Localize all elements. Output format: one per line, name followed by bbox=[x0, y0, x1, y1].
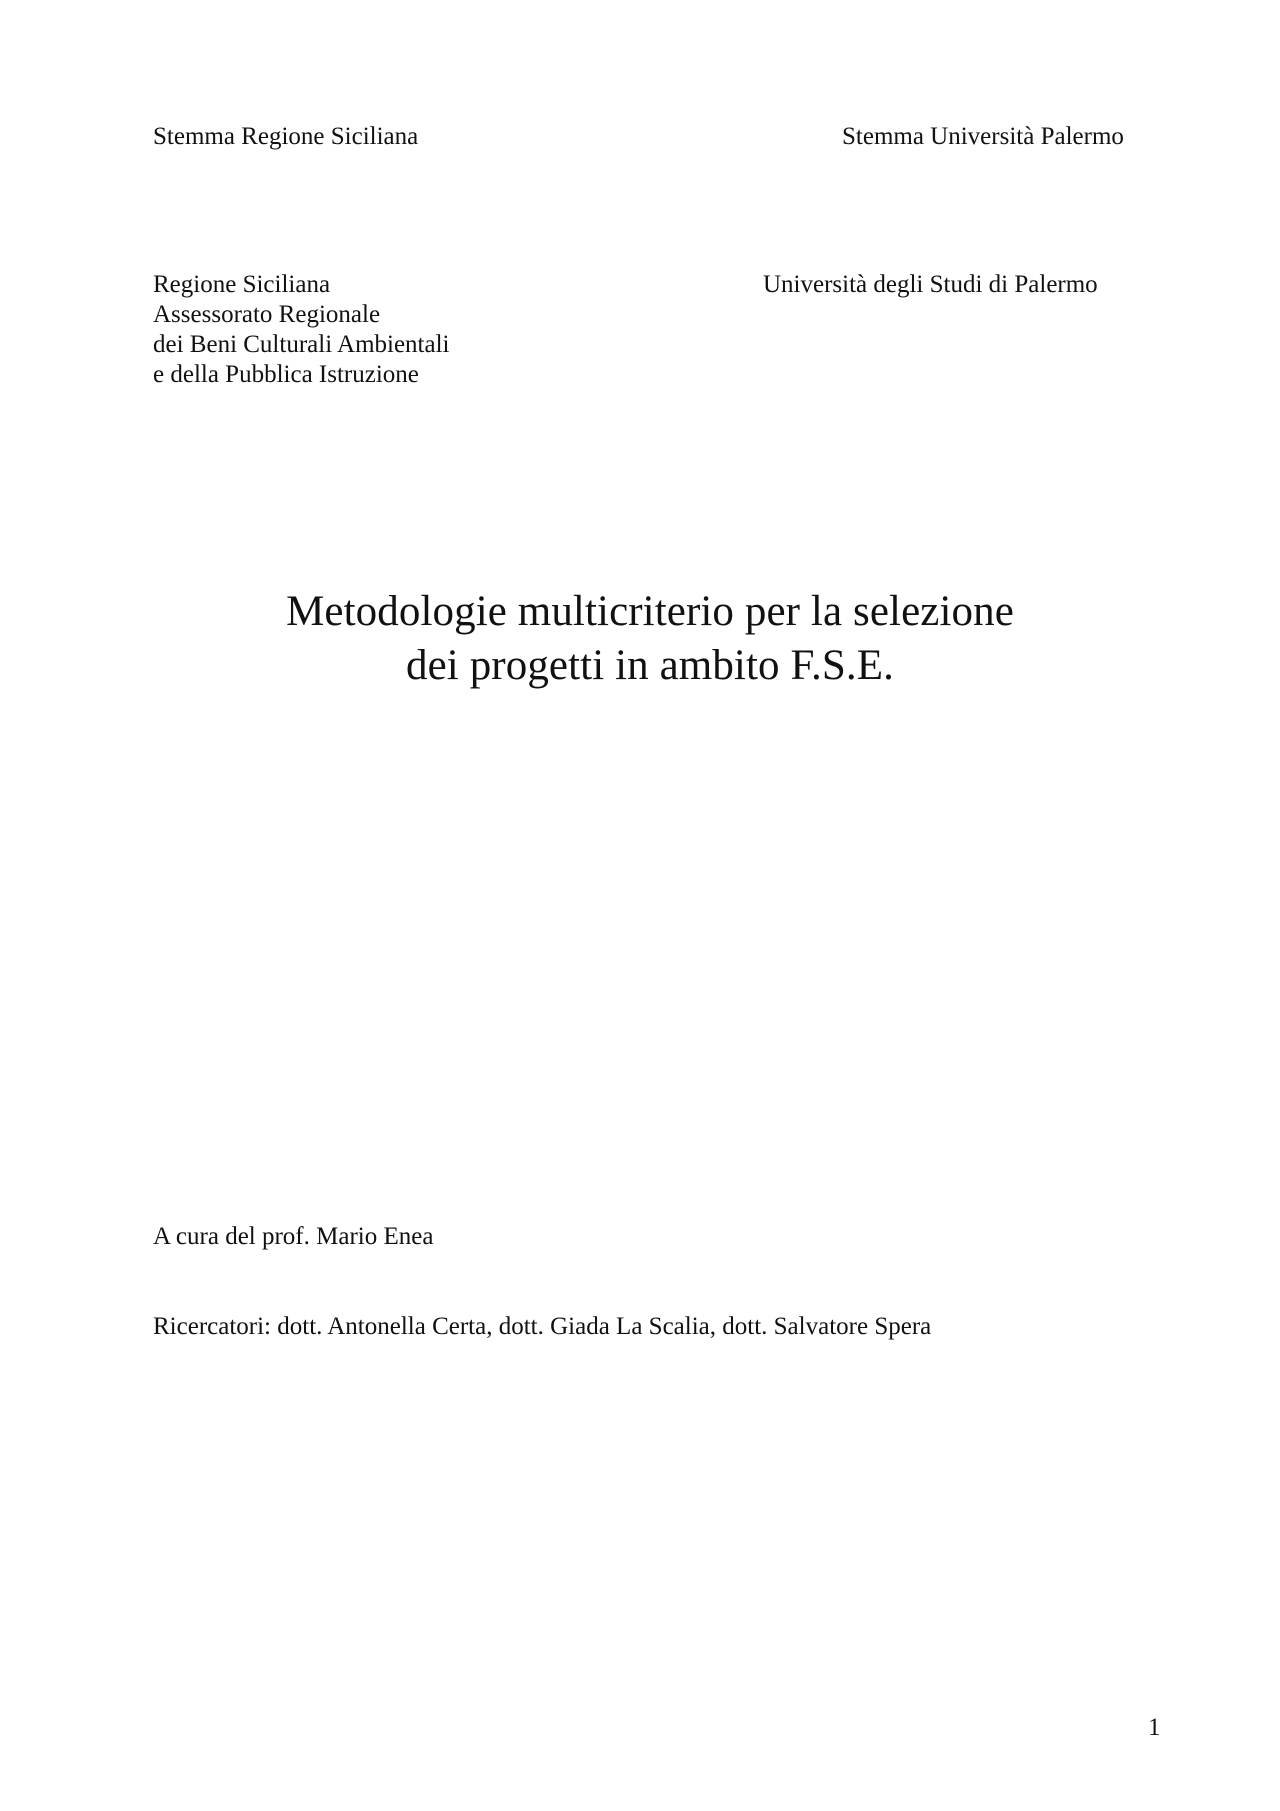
institution-line: dei Beni Culturali Ambientali bbox=[153, 331, 450, 358]
institution-line: e della Pubblica Istruzione bbox=[153, 361, 419, 388]
regione-siciliana-block bbox=[153, 270, 449, 390]
university-name: Università degli Studi di Palermo bbox=[763, 271, 1098, 298]
page-number: 1 bbox=[1148, 1714, 1161, 1741]
document-title-line-2: dei progetti in ambito F.S.E. bbox=[406, 642, 894, 689]
institution-line: Regione Siciliana bbox=[153, 271, 331, 298]
document-title-line-1: Metodologie multicriterio per la selezione bbox=[286, 588, 1014, 635]
right-emblem-label: Stemma Università Palermo bbox=[842, 123, 1124, 150]
institution-line: Assessorato Regionale bbox=[153, 301, 381, 328]
editor-credit: A cura del prof. Mario Enea bbox=[153, 1223, 434, 1250]
left-emblem-label: Stemma Regione Siciliana bbox=[153, 123, 419, 150]
researchers-credit: Ricercatori: dott. Antonella Certa, dott. Giada La Scalia, dott. Salvatore Spera bbox=[153, 1313, 932, 1340]
